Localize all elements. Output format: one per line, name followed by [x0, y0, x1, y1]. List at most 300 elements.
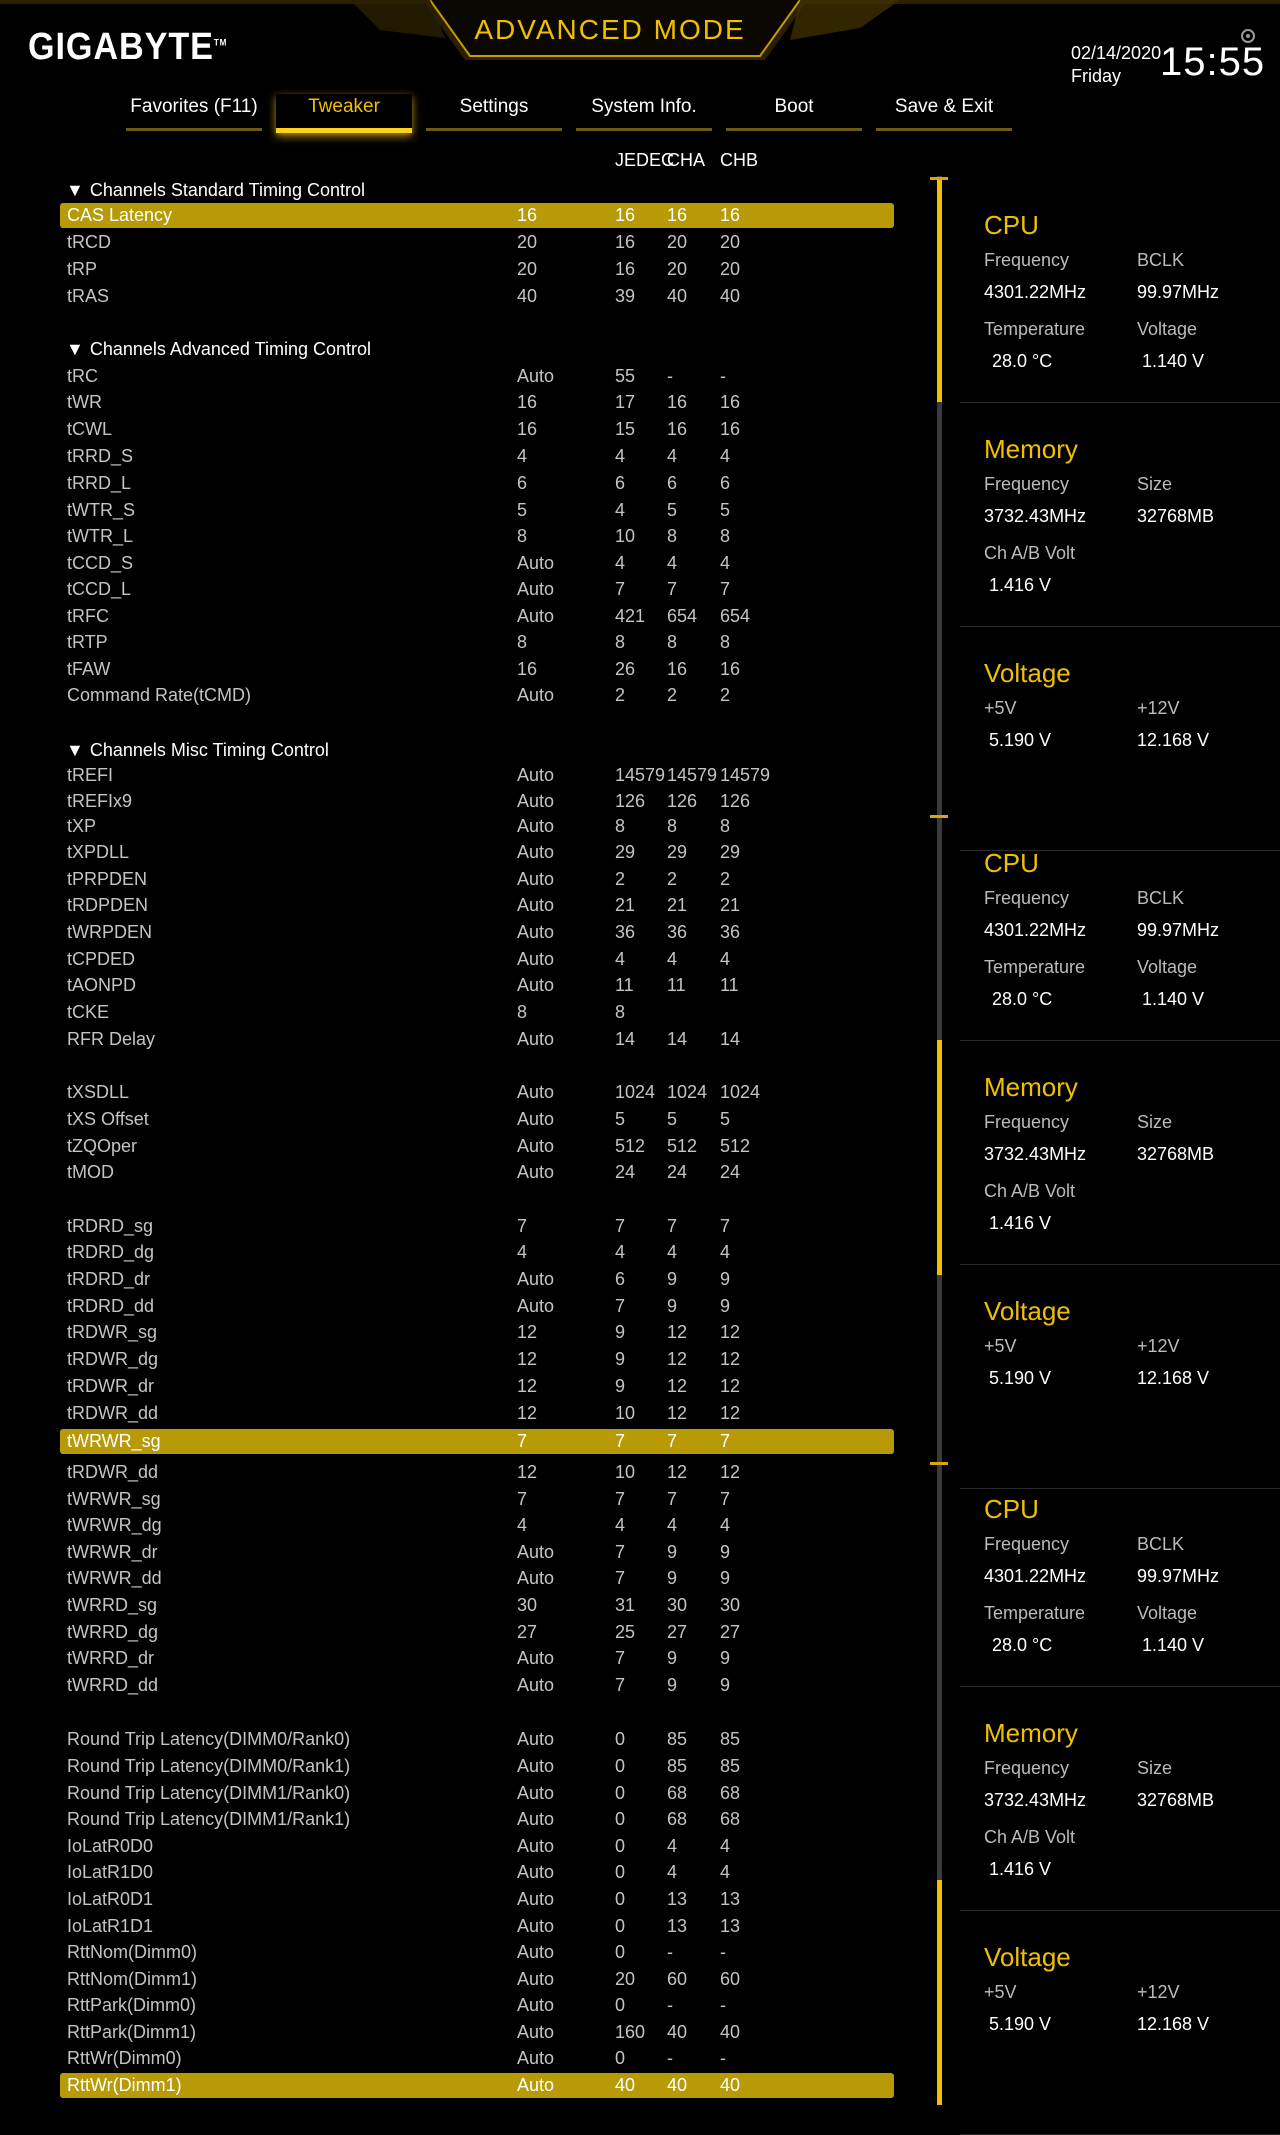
timing-row[interactable] [60, 1294, 894, 1319]
timing-name: tWTR_S [67, 500, 136, 520]
timing-name: RttPark(Dimm0) [67, 1995, 196, 2015]
timing-chb: 12 [720, 1322, 741, 1342]
timing-setting: Auto [517, 1889, 555, 1909]
timing-jedec: 512 [615, 1136, 646, 1156]
timing-setting: Auto [517, 2048, 555, 2068]
timing-name: tWR [67, 392, 102, 412]
timing-jedec: 126 [615, 791, 646, 811]
timing-setting: Auto [517, 1296, 555, 1316]
timing-row[interactable] [60, 1267, 894, 1292]
voltage-5v-value: 5.190 V [989, 1368, 1052, 1388]
timing-row[interactable] [60, 444, 894, 469]
timing-row[interactable] [60, 1160, 894, 1185]
timing-setting: 30 [517, 1595, 538, 1615]
timing-name: tWRWR_dr [67, 1542, 158, 1562]
voltage-5v-value: 5.190 V [989, 730, 1052, 750]
timing-name: tRDWR_dr [67, 1376, 155, 1396]
timing-setting: Auto [517, 1136, 555, 1156]
timing-cha: 1024 [667, 1082, 708, 1102]
timing-chb: 68 [720, 1783, 741, 1803]
timing-cha: 7 [667, 1216, 678, 1236]
timing-chb: 13 [720, 1889, 741, 1909]
timing-setting: Auto [517, 1969, 555, 1989]
timing-jedec: 15 [615, 419, 636, 439]
timing-setting: Auto [517, 1568, 555, 1588]
timing-row[interactable] [60, 471, 894, 496]
mode-title: ADVANCED MODE [474, 14, 746, 45]
timing-chb: 27 [720, 1622, 741, 1642]
timing-cha: 16 [667, 392, 688, 412]
timing-chb: 7 [720, 1431, 731, 1451]
timing-name: tCCD_S [67, 553, 134, 573]
tab-settings[interactable]: Settings [426, 94, 562, 131]
timing-cha: 13 [667, 1889, 688, 1909]
voltage-title: Voltage [984, 658, 1071, 688]
timing-jedec: 10 [615, 526, 636, 546]
timing-chb: 4 [720, 553, 731, 573]
timing-row[interactable] [60, 1807, 894, 1832]
timing-row[interactable] [60, 1620, 894, 1645]
timing-name: tRP [67, 259, 98, 279]
timing-row[interactable] [60, 630, 894, 655]
timing-setting: 12 [517, 1322, 538, 1342]
timing-row[interactable] [60, 284, 894, 309]
timing-jedec: 0 [615, 1916, 626, 1936]
timing-row[interactable] [60, 920, 894, 945]
timing-jedec: 2 [615, 869, 626, 889]
date-text: 02/14/2020 [1071, 43, 1162, 63]
timing-name: IoLatR1D0 [67, 1862, 154, 1882]
cpu-bclk-label: BCLK [1137, 250, 1185, 270]
timing-row[interactable] [60, 1134, 894, 1159]
timing-chb: 7 [720, 1216, 731, 1236]
timing-chb: 16 [720, 659, 741, 679]
timing-jedec: 4 [615, 1515, 626, 1535]
timing-jedec: 5 [615, 1109, 626, 1129]
timing-name: tXS Offset [67, 1109, 149, 1129]
timing-row[interactable] [60, 1940, 894, 1965]
voltage-12v-value: 12.168 V [1137, 730, 1210, 750]
cpu-voltage-value: 1.140 V [1142, 351, 1205, 371]
timing-cha: 2 [667, 869, 678, 889]
timing-name: RttNom(Dimm0) [67, 1942, 197, 1962]
voltage-title: Voltage [984, 1296, 1071, 1326]
timing-chb: 5 [720, 500, 731, 520]
memory-volt-label: Ch A/B Volt [984, 543, 1076, 563]
voltage-12v-label: +12V [1137, 698, 1180, 718]
timing-chb: 12 [720, 1376, 741, 1396]
timing-row[interactable] [60, 1914, 894, 1939]
timing-chb: 8 [720, 526, 731, 546]
timing-name: tRCD [67, 232, 111, 252]
timing-chb: 12 [720, 1349, 741, 1369]
section-standard-timing[interactable] [66, 180, 365, 201]
timing-name: Round Trip Latency(DIMM0/Rank1) [67, 1756, 351, 1776]
timing-name: tWRRD_dd [67, 1675, 159, 1695]
timing-name: tWRWR_dd [67, 1568, 162, 1588]
timing-row[interactable] [60, 1993, 894, 2018]
timing-name: RttWr(Dimm0) [67, 2048, 182, 2068]
timing-row[interactable] [60, 1240, 894, 1265]
timing-jedec: 0 [615, 1889, 626, 1909]
timing-jedec: 24 [615, 1162, 636, 1182]
timing-jedec: 0 [615, 1809, 626, 1829]
timing-row[interactable] [60, 763, 894, 788]
timing-name: RttPark(Dimm1) [67, 2022, 196, 2042]
timing-cha: 4 [667, 1515, 678, 1535]
timing-chb: 40 [720, 2075, 741, 2095]
timing-chb: 20 [720, 259, 741, 279]
timing-chb: 4 [720, 1862, 731, 1882]
memory-size-label: Size [1137, 1112, 1173, 1132]
cpu-frequency-label: Frequency [984, 250, 1070, 270]
timing-jedec: 7 [615, 1489, 626, 1509]
voltage-12v-value: 12.168 V [1137, 1368, 1210, 1388]
timing-cha: 85 [667, 1729, 688, 1749]
timing-jedec: 11 [615, 975, 634, 995]
timing-row[interactable] [60, 1374, 894, 1399]
timing-setting: 7 [517, 1489, 528, 1509]
timing-setting: 40 [517, 286, 538, 306]
timing-name: tRFC [67, 606, 109, 626]
timing-setting: Auto [517, 1082, 555, 1102]
timing-row[interactable] [60, 1429, 894, 1454]
scrollbar-thumb[interactable] [937, 1040, 942, 1275]
timing-name: Round Trip Latency(DIMM1/Rank1) [67, 1809, 351, 1829]
panel-divider [960, 1686, 1280, 1687]
timing-row[interactable] [60, 2020, 894, 2045]
timing-row[interactable] [60, 840, 894, 865]
timing-setting: Auto [517, 1162, 555, 1182]
timing-chb: 9 [720, 1675, 731, 1695]
timing-cha: - [667, 1942, 673, 1962]
voltage-5v-label: +5V [984, 1982, 1017, 2002]
timing-chb: 7 [720, 1489, 731, 1509]
timing-row[interactable] [60, 1513, 894, 1538]
timing-chb: 13 [720, 1916, 741, 1936]
timing-row[interactable] [60, 973, 894, 998]
memory-title: Memory [984, 1072, 1078, 1102]
timing-row[interactable] [60, 2073, 894, 2098]
timing-name: tRRD_L [67, 473, 132, 493]
timing-chb: 14 [720, 1029, 741, 1049]
timing-jedec: 6 [615, 1269, 626, 1289]
section-title: Channels Advanced Timing Control [89, 339, 371, 359]
timing-setting: 8 [517, 1002, 528, 1022]
timing-chb: 4 [720, 1242, 731, 1262]
timing-cha: - [667, 366, 673, 386]
timing-name: tRDWR_sg [67, 1322, 158, 1342]
timing-cha: 4 [667, 1862, 678, 1882]
scrollbar-thumb[interactable] [937, 180, 942, 402]
timing-cha: 7 [667, 1489, 678, 1509]
timing-setting: Auto [517, 2075, 555, 2095]
timing-name: tRC [67, 366, 98, 386]
voltage-5v-label: +5V [984, 1336, 1017, 1356]
timing-row[interactable] [60, 257, 894, 282]
day-text: Friday [1071, 66, 1122, 86]
date-display [1071, 42, 1161, 88]
timing-jedec: 0 [615, 1729, 626, 1749]
timing-setting: Auto [517, 1916, 555, 1936]
timing-setting: Auto [517, 2022, 555, 2042]
timing-row[interactable] [60, 1781, 894, 1806]
cpu-frequency-label: Frequency [984, 1534, 1070, 1554]
voltage-title: Voltage [984, 1942, 1071, 1972]
timing-row[interactable] [60, 1487, 894, 1512]
gigabyte-logo: GIGABYTE™ [28, 26, 228, 68]
timing-jedec: 40 [615, 2075, 636, 2095]
timing-chb: - [720, 2048, 726, 2068]
timing-row[interactable] [60, 1593, 894, 1618]
timing-setting: Auto [517, 895, 555, 915]
timing-row[interactable] [60, 1673, 894, 1698]
timing-jedec: 7 [615, 1675, 626, 1695]
cpu-bclk-label: BCLK [1137, 888, 1185, 908]
memory-size-value: 32768MB [1137, 1790, 1215, 1810]
timing-name: tWRRD_sg [67, 1595, 158, 1615]
timing-cha: 8 [667, 526, 678, 546]
scrollbar-tick [930, 177, 948, 180]
timing-name: tFAW [67, 659, 111, 679]
timing-name: Round Trip Latency(DIMM1/Rank0) [67, 1783, 351, 1803]
timing-chb: 16 [720, 392, 741, 412]
timing-row[interactable] [60, 577, 894, 602]
timing-name: tRDRD_dg [67, 1242, 155, 1262]
timing-setting: 5 [517, 500, 528, 520]
section-advanced-timing[interactable] [66, 339, 371, 360]
tab-favorites[interactable]: Favorites (F11) [126, 94, 262, 131]
timing-cha: 29 [667, 842, 688, 862]
timing-row[interactable] [60, 1080, 894, 1105]
timing-row[interactable] [60, 2046, 894, 2071]
timing-jedec: 29 [615, 842, 636, 862]
timing-row[interactable] [60, 390, 894, 415]
timing-row[interactable] [60, 1566, 894, 1591]
timing-cha: 6 [667, 473, 678, 493]
timing-jedec: 4 [615, 1242, 626, 1262]
timing-setting: Auto [517, 1648, 555, 1668]
timing-row[interactable] [60, 1646, 894, 1671]
timing-row[interactable] [60, 657, 894, 682]
timing-chb: 21 [720, 895, 741, 915]
timing-jedec: 0 [615, 1836, 626, 1856]
timing-cha: 16 [667, 659, 688, 679]
memory-volt-value: 1.416 V [989, 1213, 1052, 1233]
timing-chb: 12 [720, 1403, 741, 1423]
timing-row[interactable] [60, 1540, 894, 1565]
timing-cha: 40 [667, 2075, 688, 2095]
timing-row[interactable] [60, 1000, 894, 1025]
timing-chb: 5 [720, 1109, 731, 1129]
timing-jedec: 160 [615, 2022, 646, 2042]
timing-chb: 1024 [720, 1082, 761, 1102]
timing-cha: 7 [667, 579, 678, 599]
timing-row[interactable] [60, 1214, 894, 1239]
memory-volt-label: Ch A/B Volt [984, 1181, 1076, 1201]
timing-cha: 9 [667, 1269, 678, 1289]
timing-name: tXP [67, 816, 97, 836]
timing-row[interactable] [60, 814, 894, 839]
panel-divider [960, 402, 1280, 403]
timing-setting: 8 [517, 632, 528, 652]
timing-row[interactable] [60, 683, 894, 708]
timing-jedec: 16 [615, 205, 636, 225]
timing-row[interactable] [60, 1754, 894, 1779]
timing-chb: 4 [720, 1515, 731, 1535]
timing-row[interactable] [60, 364, 894, 389]
timing-name: tRDWR_dd [67, 1403, 159, 1423]
timing-cha: 9 [667, 1568, 678, 1588]
memory-size-value: 32768MB [1137, 506, 1215, 526]
timing-row[interactable] [60, 551, 894, 576]
cpu-temperature-value: 28.0 °C [992, 989, 1053, 1009]
timing-row[interactable] [60, 1320, 894, 1345]
section-misc-timing[interactable] [66, 740, 329, 761]
timing-row[interactable] [60, 1460, 894, 1485]
timing-cha: 27 [667, 1622, 688, 1642]
cpu-title: CPU [984, 848, 1039, 878]
timing-jedec: 6 [615, 473, 626, 493]
timing-chb: 9 [720, 1296, 731, 1316]
timing-setting: 12 [517, 1403, 538, 1423]
timing-setting: Auto [517, 1729, 555, 1749]
tab-save-exit[interactable]: Save & Exit [876, 94, 1012, 131]
timing-row[interactable] [60, 1107, 894, 1132]
timing-jedec: 4 [615, 949, 626, 969]
timing-name: tXPDLL [67, 842, 130, 862]
timing-jedec: 0 [615, 1862, 626, 1882]
timing-row[interactable] [60, 498, 894, 523]
timing-row[interactable] [60, 1727, 894, 1752]
timing-chb: 40 [720, 286, 741, 306]
timing-cha: 36 [667, 922, 688, 942]
timing-name: Round Trip Latency(DIMM0/Rank0) [67, 1729, 351, 1749]
timing-cha: 4 [667, 446, 678, 466]
cpu-temperature-label: Temperature [984, 957, 1086, 977]
timing-row[interactable] [60, 417, 894, 442]
timing-name: tRDRD_dr [67, 1269, 151, 1289]
timing-cha: 68 [667, 1809, 688, 1829]
timing-row[interactable] [60, 1027, 894, 1052]
timing-chb: - [720, 1995, 726, 2015]
timing-cha: 5 [667, 1109, 678, 1129]
timing-jedec: 7 [615, 1568, 626, 1588]
timing-row[interactable] [60, 1887, 894, 1912]
timing-row[interactable] [60, 203, 894, 228]
tab-boot[interactable]: Boot [726, 94, 862, 131]
timing-jedec: 2 [615, 685, 626, 705]
timing-jedec: 17 [615, 392, 636, 412]
timing-cha: 512 [667, 1136, 698, 1156]
timing-chb: 6 [720, 473, 731, 493]
timing-name: IoLatR0D0 [67, 1836, 154, 1856]
voltage-5v-value: 5.190 V [989, 2014, 1052, 2034]
timing-jedec: 9 [615, 1349, 626, 1369]
scrollbar-thumb[interactable] [937, 1880, 942, 2105]
timing-jedec: 7 [615, 1648, 626, 1668]
timing-row[interactable] [60, 947, 894, 972]
tab-tweaker[interactable]: Tweaker [276, 94, 412, 133]
voltage-12v-label: +12V [1137, 1982, 1180, 2002]
timing-jedec: 31 [615, 1595, 636, 1615]
timing-jedec: 7 [615, 1431, 626, 1451]
timing-chb: 9 [720, 1542, 731, 1562]
timing-row[interactable] [60, 604, 894, 629]
memory-size-label: Size [1137, 474, 1173, 494]
timing-chb: 30 [720, 1595, 741, 1615]
timing-row[interactable] [60, 524, 894, 549]
timing-cha: 12 [667, 1322, 688, 1342]
timing-name: CAS Latency [67, 205, 173, 225]
memory-frequency-value: 3732.43MHz [984, 1790, 1087, 1810]
timing-row[interactable] [60, 789, 894, 814]
timing-chb: 16 [720, 205, 741, 225]
timing-name: tREFI [67, 765, 114, 785]
voltage-5v-label: +5V [984, 698, 1017, 718]
timing-setting: 16 [517, 419, 538, 439]
timing-row[interactable] [60, 893, 894, 918]
timing-jedec: 7 [615, 579, 626, 599]
timing-cha: - [667, 2048, 673, 2068]
cpu-frequency-label: Frequency [984, 888, 1070, 908]
timing-row[interactable] [60, 1967, 894, 1992]
timing-setting: Auto [517, 922, 555, 942]
timing-cha: 12 [667, 1462, 688, 1482]
tab-system-info[interactable]: System Info. [576, 94, 712, 131]
timing-name: tREFIx9 [67, 791, 133, 811]
timing-row[interactable] [60, 1347, 894, 1372]
timing-jedec: 55 [615, 366, 636, 386]
timing-jedec: 10 [615, 1462, 636, 1482]
triangle-down-icon: ▼ [66, 180, 84, 200]
timing-setting: Auto [517, 1995, 555, 2015]
triangle-down-icon: ▼ [66, 740, 84, 760]
timing-cha: 16 [667, 419, 688, 439]
timing-setting: Auto [517, 553, 555, 573]
cpu-voltage-value: 1.140 V [1142, 1635, 1205, 1655]
cpu-temperature-label: Temperature [984, 1603, 1086, 1623]
cpu-temperature-value: 28.0 °C [992, 1635, 1053, 1655]
timing-row[interactable] [60, 867, 894, 892]
cpu-frequency-value: 4301.22MHz [984, 282, 1087, 302]
timing-setting: 4 [517, 1242, 528, 1262]
timing-row[interactable] [60, 1834, 894, 1859]
timing-cha: 20 [667, 232, 688, 252]
cpu-frequency-value: 4301.22MHz [984, 1566, 1087, 1586]
timing-row[interactable] [60, 1860, 894, 1885]
timing-cha: 5 [667, 500, 678, 520]
scrollbar-tick [930, 1462, 948, 1465]
timing-cha: 4 [667, 1836, 678, 1856]
timing-jedec: 1024 [615, 1082, 656, 1102]
gear-icon[interactable] [1240, 28, 1256, 44]
timing-row[interactable] [60, 230, 894, 255]
timing-setting: 12 [517, 1349, 538, 1369]
timing-setting: 8 [517, 526, 528, 546]
cpu-voltage-label: Voltage [1137, 319, 1198, 339]
timing-chb: 68 [720, 1809, 741, 1829]
memory-frequency-label: Frequency [984, 474, 1070, 494]
timing-jedec: 21 [615, 895, 636, 915]
timing-chb: 654 [720, 606, 751, 626]
section-title: Channels Misc Timing Control [89, 740, 329, 760]
cpu-temperature-value: 28.0 °C [992, 351, 1053, 371]
clock-display: 15:55 [1160, 40, 1266, 84]
timing-row[interactable] [60, 1401, 894, 1426]
timing-chb: 24 [720, 1162, 741, 1182]
timing-cha: 8 [667, 632, 678, 652]
